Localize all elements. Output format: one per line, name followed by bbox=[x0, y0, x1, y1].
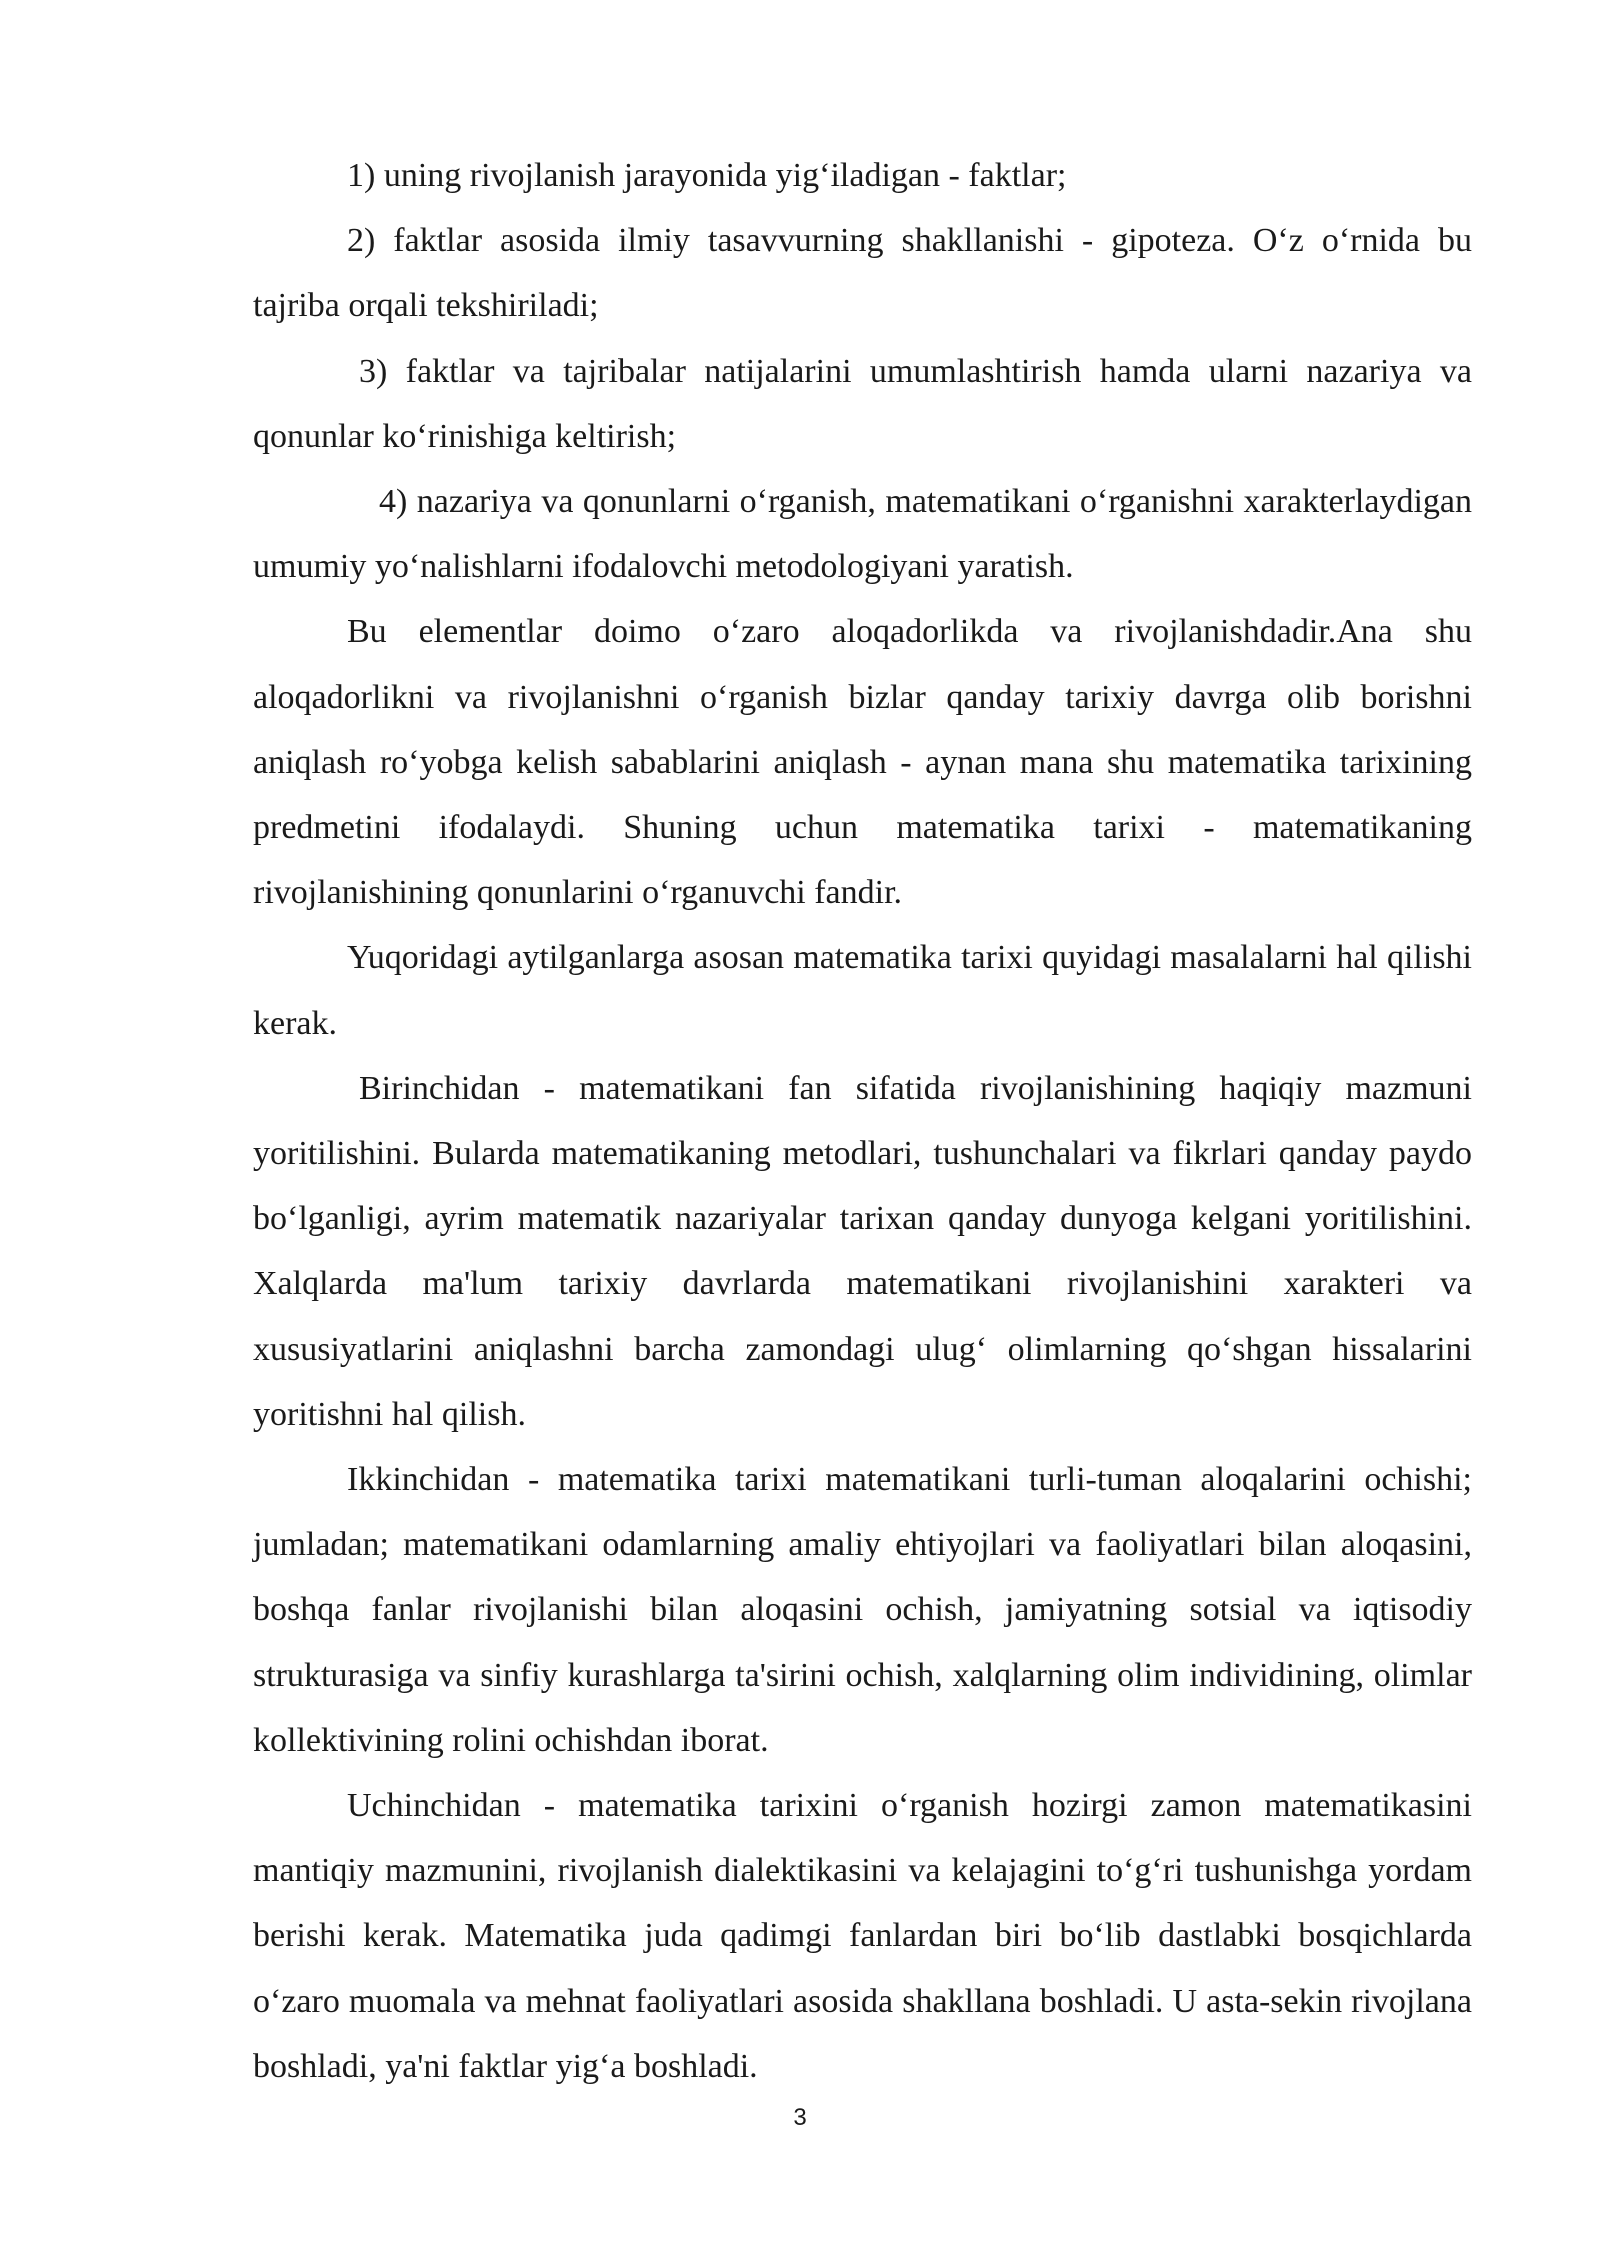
paragraph-tasks-intro: Yuqoridagi aytilganlarga asosan matematika tarixi quyidagi masalalarni hal qilishi kerak. bbox=[253, 939, 1472, 1042]
paragraph-third: Uchinchidan - matematika tarixini o‘rganish hozirgi zamon matematikasini mantiqiy mazmunini, rivojlanish dialektikasini va kelajagini to‘g‘ri tushunishga yordam berishi kerak. Matematika juda qadimgi fanlardan biri bo‘lib dastlabki bosqichlarda o‘zaro muomala va mehnat faoliyatlari asosida shakllana boshladi. U asta-sekin rivojlana boshladi, ya'ni faktlar yig‘a boshladi. bbox=[253, 1787, 1472, 2085]
list-item-3: 3) faktlar va tajribalar natijalarini umumlashtirish hamda ularni nazariya va qonunlar ko‘rinishiga keltirish; bbox=[253, 352, 1472, 455]
list-item-4: 4) nazariya va qonunlarni o‘rganish, matematikani o‘rganishni xarakterlaydigan umumiy yo‘nalishlarni ifodalovchi metodologiyani yaratish. bbox=[253, 483, 1472, 586]
list-item-1: 1) uning rivojlanish jarayonida yig‘iladigan - faktlar; bbox=[347, 157, 1067, 194]
paragraph-first: Birinchidan - matematikani fan sifatida rivojlanishining haqiqiy mazmuni yoritilishini. Bularda matematikaning metodlari, tushunchalari va fikrlari qanday paydo bo‘lganligi, ayrim matematik nazariyalar tarixan qanday dunyoga kelgani yoritilishini. Xalqlarda ma'lum tarixiy davrlarda matematikani rivojlanishini xarakteri va xususiyatlarini aniqlashni barcha zamondagi ulug‘ olimlarning qo‘shgan hissalarini yoritishni hal qilish. bbox=[253, 1069, 1472, 1433]
body-text bbox=[253, 143, 1472, 2099]
paragraph-second: Ikkinchidan - matematika tarixi matematikani turli-tuman aloqalarini ochishi; jumladan; matematikani odamlarning amaliy ehtiyojlari va faoliyatlari bilan aloqasini, boshqa fanlar rivojlanishi bilan aloqasini ochish, jamiyatning sotsial va iqtisodiy strukturasiga va sinfiy kurashlarga ta'sirini ochish, xalqlarning olim individining, olimlar kollektivining rolini ochishdan iborat. bbox=[253, 1461, 1472, 1759]
page-number: 3 bbox=[793, 2104, 807, 2131]
paragraph-elements: Bu elementlar doimo o‘zaro aloqadorlikda va rivojlanishdadir.Ana shu aloqadorlikni va rivojlanishni o‘rganish bizlar qanday tarixiy davrga olib borishni aniqlash ro‘yobga kelish sabablarini aniqlash - aynan mana shu matematika tarixining predmetini ifodalaydi. Shuning uchun matematika tarixi - matematikaning rivojlanishining qonunlarini o‘rganuvchi fandir. bbox=[253, 613, 1472, 912]
list-item-2: 2) faktlar asosida ilmiy tasavvurning shakllanishi - gipoteza. O‘z o‘rnida bu tajriba orqali tekshiriladi; bbox=[253, 222, 1472, 325]
